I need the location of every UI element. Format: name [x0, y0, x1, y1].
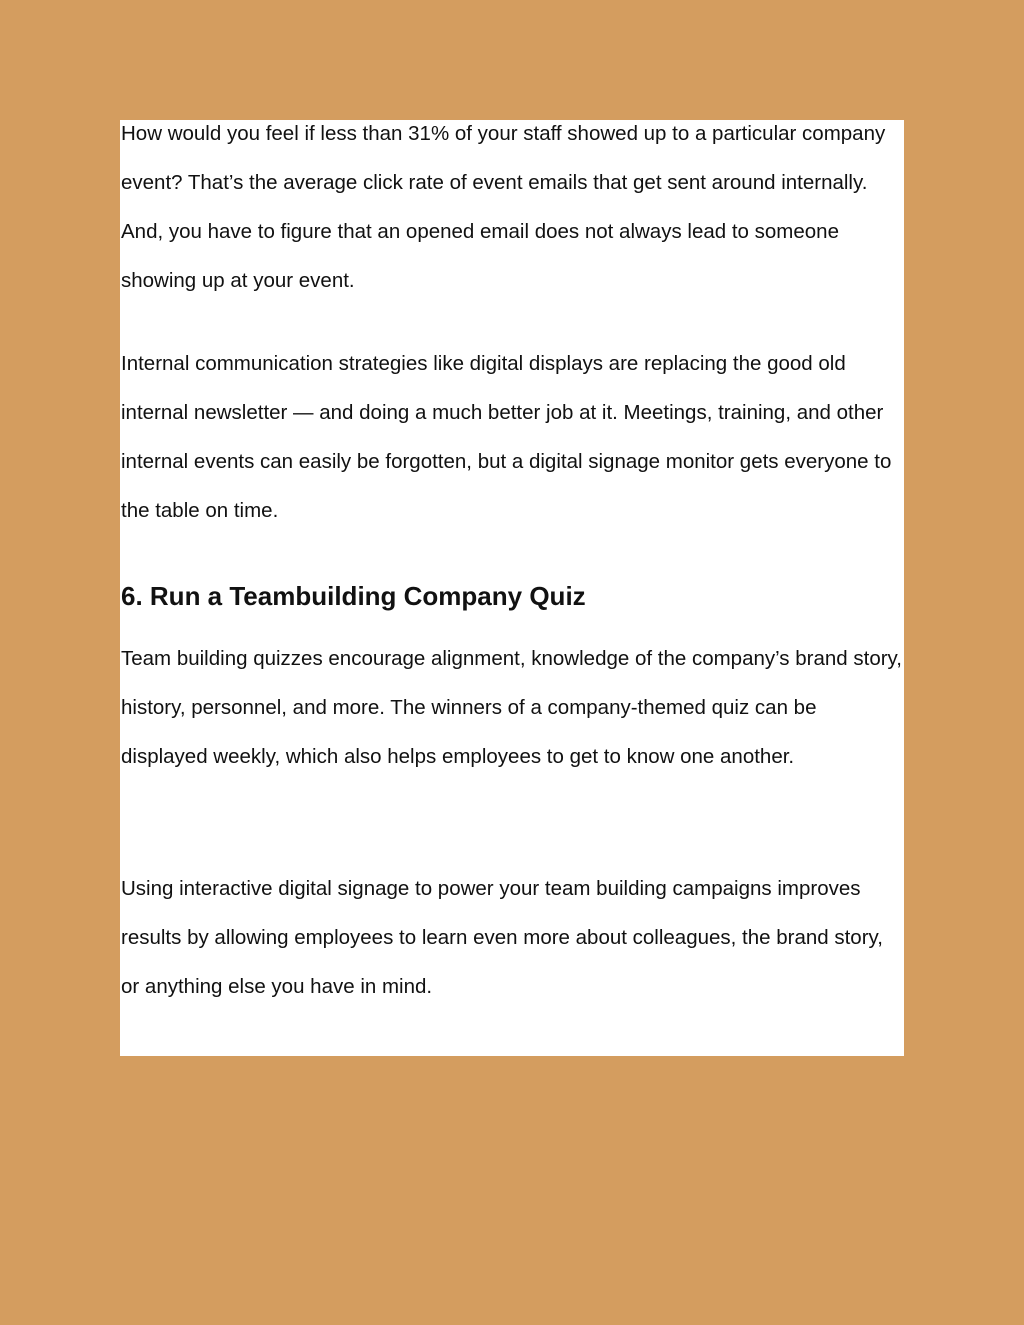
section-heading: 6. Run a Teambuilding Company Quiz	[121, 581, 586, 611]
document-page	[120, 120, 904, 1056]
paragraph-event-emails: How would you feel if less than 31% of your staff showed up to a particular company event? That’s the average click rate of event emails that get sent around internally. And, you have to figure that an opened email does not always lead to someone showing up at your event.	[121, 122, 886, 292]
paragraph-internal-communication: Internal communication strategies like digital displays are replacing the good old internal newsletter — and doing a much better job at it. Meetings, training, and other internal events can easily be forgotten, but a digital signage monitor gets everyone to the table on time.	[121, 352, 892, 522]
paragraph-team-building-quizzes: Team building quizzes encourage alignment, knowledge of the company’s brand story, history, personnel, and more. The winners of a company-themed quiz can be displayed weekly, which also helps employees to get to know one another.	[121, 647, 902, 768]
paragraph-interactive-signage: Using interactive digital signage to power your team building campaigns improves results by allowing employees to learn even more about colleagues, the brand story, or anything else you have in mind.	[121, 877, 883, 998]
